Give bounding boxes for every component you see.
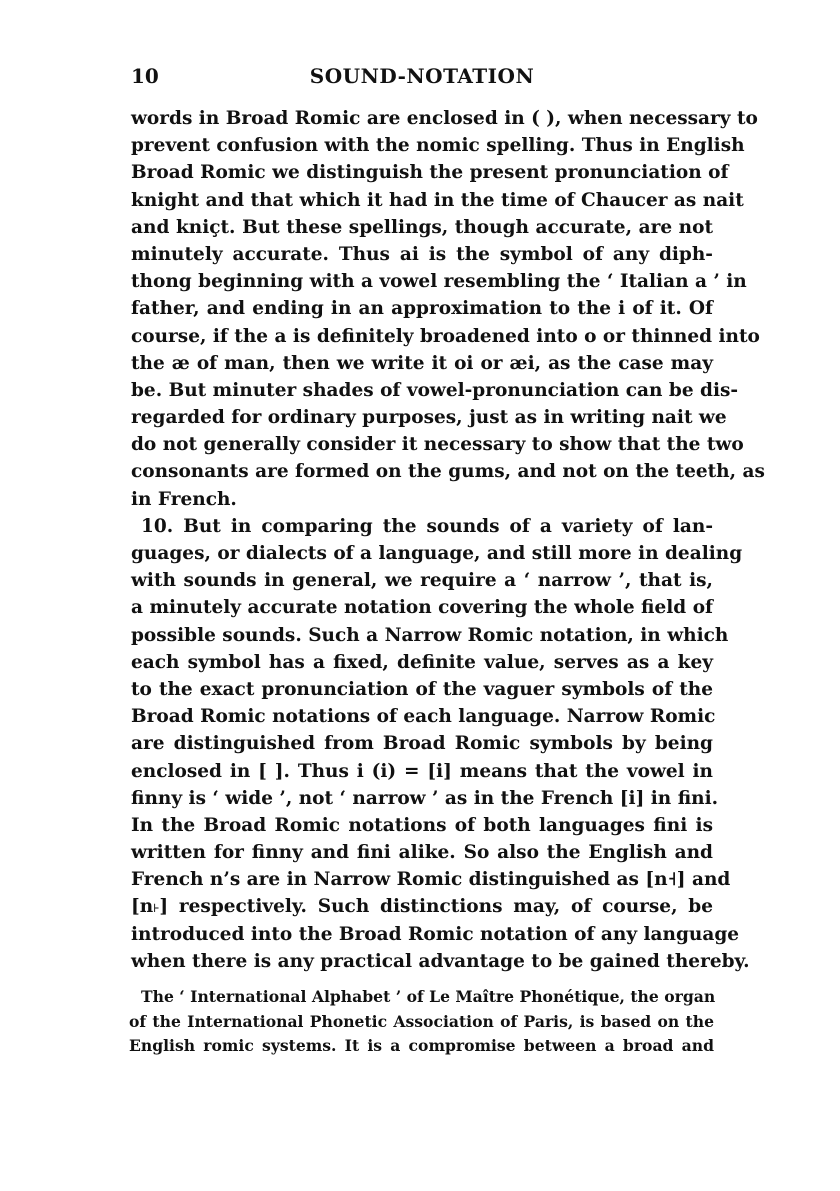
text-line: Broad Romic we distinguish the present pronunciation of	[131, 162, 729, 184]
text-line: do not generally consider it necessary to show that the two	[131, 434, 744, 456]
text-line: when there is any practical advantage to be gained thereby.	[131, 950, 750, 972]
text-line: course, if the a is definitely broadened into o or thinned into	[131, 325, 760, 347]
footnote-line: English romic systems. It is a compromise between a broad and	[129, 1036, 714, 1055]
text-line: regarded for ordinary purposes, just as in writing nait we	[131, 407, 727, 429]
text-line: written for finny and fini alike. So also the English and	[131, 842, 713, 864]
text-line: words in Broad Romic are enclosed in ( ), when necessary to	[131, 108, 758, 129]
text-line: [n˫] respectively. Such distinctions may, of course, be	[131, 896, 713, 918]
text-line: each symbol has a fixed, definite value, serves as a key	[131, 651, 713, 673]
text-line: and kniçt. But these spellings, though accurate, are not	[131, 216, 713, 238]
text-line: father, and ending in an approximation to the i of it. Of	[131, 298, 713, 320]
text-line: Broad Romic notations of each language. Narrow Romic	[131, 706, 716, 728]
text-line: possible sounds. Such a Narrow Romic notation, in which	[131, 624, 729, 646]
text-line: in French.	[131, 488, 237, 510]
text-line: the æ of man, then we write it oi or æi, as the case may	[131, 352, 713, 374]
text-line: minutely accurate. Thus ai is the symbol of any diph-	[131, 243, 713, 265]
page-header	[131, 64, 713, 94]
page-number: 10	[131, 64, 159, 88]
text-line: with sounds in general, we require a ‘ narrow ’, that is,	[131, 570, 713, 592]
text-line: consonants are formed on the gums, and not on the teeth, as	[131, 461, 765, 483]
text-line: In the Broad Romic notations of both languages fini is	[131, 814, 713, 836]
footnote	[129, 985, 714, 1059]
text-line: finny is ‘ wide ’, not ‘ narrow ’ as in the French [i] in fini.	[131, 787, 719, 809]
paragraph-start-line: 10. But in comparing the sounds of a variety of lan-	[141, 515, 713, 537]
footnote-line: of the International Phonetic Association of Paris, is based on the	[129, 1011, 714, 1031]
text-line: to the exact pronunciation of the vaguer symbols of the	[131, 678, 713, 700]
text-line: knight and that which it had in the time of Chaucer as nait	[131, 189, 744, 211]
text-line: be. But minuter shades of vowel-pronunciation can be dis-	[131, 379, 739, 401]
text-line: guages, or dialects of a language, and still more in dealing	[131, 543, 743, 564]
text-line: thong beginning with a vowel resembling the ‘ Italian a ’ in	[131, 271, 747, 293]
text-line: a minutely accurate notation covering the whole field of	[131, 597, 713, 619]
text-line: introduced into the Broad Romic notation of any language	[131, 923, 740, 945]
text-line: French n’s are in Narrow Romic distinguished as [n˧] and	[131, 869, 731, 891]
footnote-line: The ‘ International Alphabet ’ of Le Maître Phonétique, the organ	[141, 987, 716, 1006]
text-line: enclosed in [ ]. Thus i (i) = [i] means that the vowel in	[131, 760, 713, 782]
body-text	[131, 105, 765, 975]
text-line: prevent confusion with the nomic spelling. Thus in English	[131, 135, 745, 157]
text-line: are distinguished from Broad Romic symbols by being	[131, 733, 713, 755]
running-title: SOUND-NOTATION	[309, 64, 535, 88]
